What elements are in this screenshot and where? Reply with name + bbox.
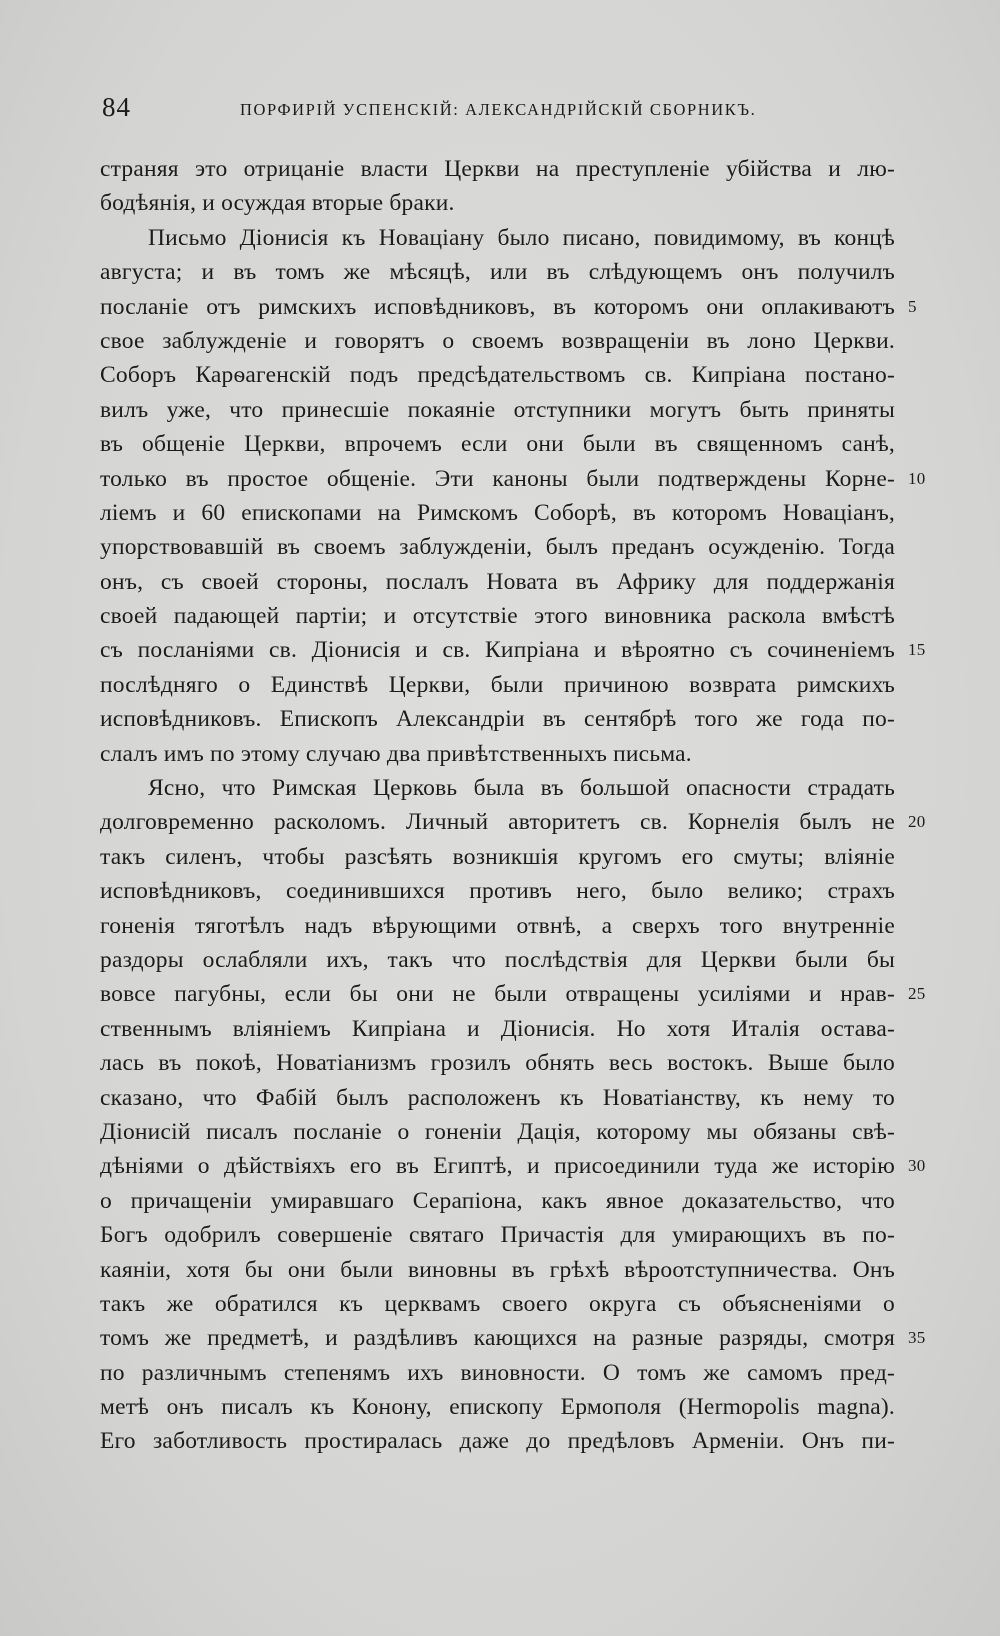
text-line: посланіе отъ римскихъ исповѣдниковъ, въ которомъ они оплакиваютъ 5 [100,290,895,324]
line-number: 30 [908,1156,926,1176]
page-header [100,92,900,132]
text-line: своей падающей партіи; и отсутствіе этого виновника раскола вмѣстѣ [100,603,895,630]
text-line: Богъ одобрилъ совершеніе святаго Причастія для умирающихъ въ по- [100,1222,895,1249]
text-line: томъ же предметѣ, и раздѣливъ кающихся на разные разряды, смотря 35 [100,1321,895,1355]
line-number: 35 [908,1328,926,1348]
text-line: по различнымъ степенямъ ихъ виновности. О томъ же самомъ пред- [100,1359,895,1386]
text-line: Его заботливость простиралась даже до предѣловъ Арменіи. Онъ пи- [100,1428,895,1455]
text-line: Ясно, что Римская Церковь была въ большой опасности страдать [148,775,895,802]
text-line: бодѣянія, и осуждая вторые браки. [100,190,455,217]
text-line: каяніи, хотя бы они были виновны въ грѣхѣ вѣроотступничества. Онъ [100,1256,895,1283]
text-line: упорствовавшій въ своемъ заблужденіи, былъ преданъ осужденію. Тогда [100,534,895,561]
text-line: Письмо Діонисія къ Новаціану было писано, повидимому, въ концѣ [148,224,895,251]
text-line: вилъ уже, что принесшіе покаяніе отступники могутъ быть приняты [100,396,895,423]
text-line: послѣдняго о Единствѣ Церкви, были причиною возврата римскихъ [100,671,895,698]
text-line: только въ простое общеніе. Эти каноны были подтверждены Корне- 10 [100,462,895,496]
text-line: ственнымъ вліяніемъ Кипріана и Діонисія. Но хотя Италія остава- [100,1015,895,1042]
running-title: ПОРФИРІЙ УСПЕНСКІЙ: АЛЕКСАНДРІЙСКІЙ СБОРНИКЪ. [240,100,757,119]
body-text [100,152,926,1459]
line-number: 5 [908,296,917,316]
text-line: Соборъ Карѳагенскій подъ предсѣдательствомъ св. Кипріана постано- [100,362,895,389]
line-number: 25 [908,984,926,1004]
line-number: 10 [908,468,926,488]
text-line: ліемъ и 60 епископами на Римскомъ Соборѣ, въ которомъ Новаціанъ, [100,499,895,526]
text-line: гоненія тяготѣлъ надъ вѣрующими отвнѣ, а сверхъ того внутренніе [100,912,895,939]
text-line: исповѣдниковъ, соединившихся противъ него, было велико; страхъ [100,878,895,905]
text-line: лась въ покоѣ, Новатіанизмъ грозилъ обнять весь востокъ. Выше было [100,1050,895,1077]
text-line: вовсе пагубны, если бы они не были отвращены усиліями и нрав- 25 [100,977,895,1011]
page-number: 84 [102,92,131,122]
text-line: страняя это отрицаніе власти Церкви на преступленіе убійства и лю- [100,156,895,182]
text-line: такъ же обратился къ церквамъ своего округа съ объясненіями о [100,1290,895,1317]
text-line: дѣніями о дѣйствіяхъ его въ Египтѣ, и присоединили туда же исторію 30 [100,1149,895,1183]
text-line: слалъ имъ по этому случаю два привѣтственныхъ письма. [100,740,692,767]
text-line: онъ, съ своей стороны, послалъ Новата въ Африку для поддержанія [100,568,895,595]
text-line: о причащеніи умиравшаго Серапіона, какъ явное доказательство, что [100,1187,895,1214]
text-line: долговременно расколомъ. Личный авторитетъ св. Корнелія былъ не 20 [100,805,895,839]
text-line: августа; и въ томъ же мѣсяцѣ, или въ слѣдующемъ онъ получилъ [100,259,895,286]
line-number: 15 [908,640,926,660]
text-line: въ общеніе Церкви, впрочемъ если они были въ священномъ санѣ, [100,431,895,458]
text-line: раздоры ослабляли ихъ, такъ что послѣдствія для Церкви были бы [100,946,895,973]
text-line: Діонисій писалъ посланіе о гоненіи Дація, которому мы обязаны свѣ- [100,1118,895,1145]
text-line: такъ силенъ, чтобы разсѣять возникшія кругомъ его смуты; вліяніе [100,843,895,870]
text-line: метѣ онъ писалъ къ Конону, епископу Ермополя (Hermopolis magna). [100,1394,895,1421]
text-line: съ посланіями св. Діонисія и св. Кипріана и вѣроятно съ сочиненіемъ 15 [100,633,895,667]
text-line: свое заблужденіе и говорятъ о своемъ возвращеніи въ лоно Церкви. [100,327,895,354]
text-line: сказано, что Фабій былъ расположенъ къ Новатіанству, къ нему то [100,1084,895,1111]
text-line: исповѣдниковъ. Епископъ Александріи въ сентябрѣ того же года по- [100,706,895,733]
line-number: 20 [908,812,926,832]
